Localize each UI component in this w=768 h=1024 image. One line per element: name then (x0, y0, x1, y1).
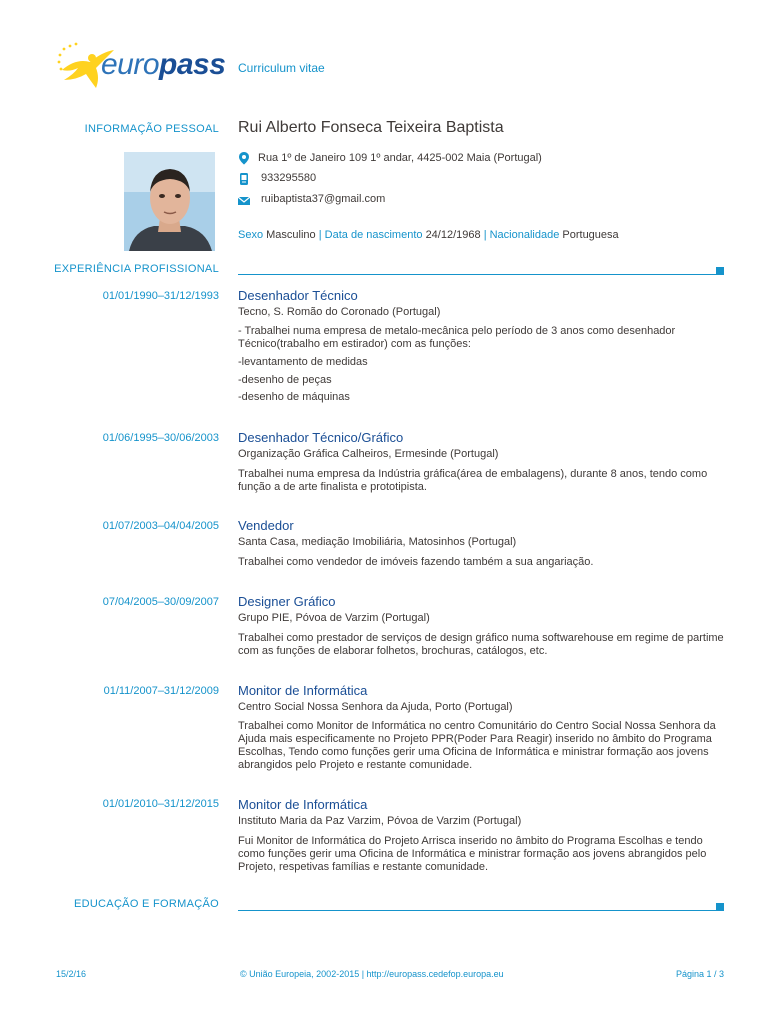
job-description: Trabalhei como Monitor de Informática no centro Comunitário do Centro Social Nossa Senhora da Ajuda mais especificamente no Projeto PPR(Poder Para Reagir) inserido no âmbito do Programa Escolhas, Tendo como funções gerir uma Oficina de Informática e ministrar formação aos jovens abrangidos pelo Projeto e restante comunidade. (238, 720, 716, 771)
section-divider (238, 910, 718, 911)
phone-text[interactable]: 933295580 (261, 172, 317, 184)
section-label-experience: EXPERIÊNCIA PROFISSIONAL (54, 263, 219, 275)
job-organization: Organização Gráfica Calheiros, Ermesinde (Portugal) (238, 448, 499, 460)
document-title: Curriculum vitae (238, 61, 325, 75)
job-dates: 01/01/1990–31/12/1993 (102, 290, 219, 302)
profile-photo-image (124, 152, 215, 251)
footer-date: 15/2/16 (56, 969, 87, 979)
profile-photo (124, 152, 215, 251)
separator: | (318, 229, 322, 241)
job-organization: Grupo PIE, Póvoa de Varzim (Portugal) (238, 612, 430, 624)
separator: | (483, 229, 487, 241)
job-title: Desenhador Técnico (238, 288, 358, 303)
job-description: Trabalhei como vendedor de imóveis fazendo também a sua angariação. (238, 556, 594, 568)
nationality-label: Nacionalidade (489, 229, 560, 241)
location-pin-icon (237, 151, 251, 165)
logo-text-pass: pass (159, 48, 226, 81)
job-title: Monitor de Informática (238, 683, 368, 698)
job-description: -desenho de máquinas (238, 391, 350, 403)
job-title: Vendedor (238, 518, 294, 533)
section-divider-square (716, 903, 724, 911)
europass-logo (56, 40, 226, 92)
sex-label: Sexo (238, 229, 264, 241)
email-link[interactable]: ruibaptista37@gmail.com (261, 193, 386, 205)
footer-page-number: Página 1 / 3 (676, 969, 725, 979)
job-dates: 07/04/2005–30/09/2007 (102, 596, 219, 608)
europass-wordmark (101, 48, 225, 82)
job-description: Fui Monitor de Informática do Projeto Arrisca inserido no âmbito do Programa Escolhas e tendo como funções gerir uma Oficina de Informática e ministrar formação aos jovens abrangidos pelo Projeto, respetivas famílias e restante comunidade. (238, 835, 707, 873)
section-divider-square (716, 267, 724, 275)
logo-text-euro: euro (101, 48, 160, 81)
sex-value: Masculino (266, 229, 316, 241)
section-divider (238, 274, 718, 275)
mobile-phone-icon (237, 172, 251, 186)
footer-copyright[interactable]: © União Europeia, 2002-2015 | http://europass.cedefop.europa.eu (240, 969, 504, 979)
nationality-value: Portuguesa (562, 229, 619, 241)
dob-label: Data de nascimento (324, 229, 423, 241)
personal-details (238, 229, 619, 241)
job-dates: 01/01/2010–31/12/2015 (102, 798, 219, 810)
job-organization: Santa Casa, mediação Imobiliária, Matosinhos (Portugal) (238, 536, 517, 548)
job-organization: Instituto Maria da Paz Varzim, Póvoa de Varzim (Portugal) (238, 815, 522, 827)
job-description: Trabalhei como prestador de serviços de design gráfico numa softwarehouse em regime de partime com as funções de elaborar folhetos, brochuras, catálogos, etc. (238, 632, 724, 657)
job-title: Desenhador Técnico/Gráfico (238, 430, 404, 445)
job-title: Monitor de Informática (238, 797, 368, 812)
job-organization: Tecno, S. Romão do Coronado (Portugal) (238, 306, 441, 318)
job-description: - Trabalhei numa empresa de metalo-mecânica pelo período de 3 anos como desenhador Técnico(trabalho em estirador) com as funções: (238, 325, 676, 350)
job-title: Designer Gráfico (238, 594, 336, 609)
job-dates: 01/06/1995–30/06/2003 (102, 432, 219, 444)
person-name: Rui Alberto Fonseca Teixeira Baptista (238, 119, 504, 136)
job-organization: Centro Social Nossa Senhora da Ajuda, Porto (Portugal) (238, 701, 513, 713)
job-description: -desenho de peças (238, 374, 332, 386)
section-label-personal: INFORMAÇÃO PESSOAL (84, 123, 219, 135)
section-label-education: EDUCAÇÃO E FORMAÇÃO (73, 898, 219, 910)
job-description: Trabalhei numa empresa da Indústria gráfica(área de embalagens), durante 8 anos, tendo como função a de arte finalista e prototipista. (238, 468, 708, 493)
job-dates: 01/11/2007–31/12/2009 (103, 685, 219, 697)
dob-value: 24/12/1968 (425, 229, 481, 241)
job-dates: 01/07/2003–04/04/2005 (102, 520, 219, 532)
address-text: Rua 1º de Janeiro 109 1º andar, 4425-002 Maia (Portugal) (258, 152, 542, 164)
envelope-icon (237, 194, 251, 208)
job-description: -levantamento de medidas (238, 356, 368, 368)
